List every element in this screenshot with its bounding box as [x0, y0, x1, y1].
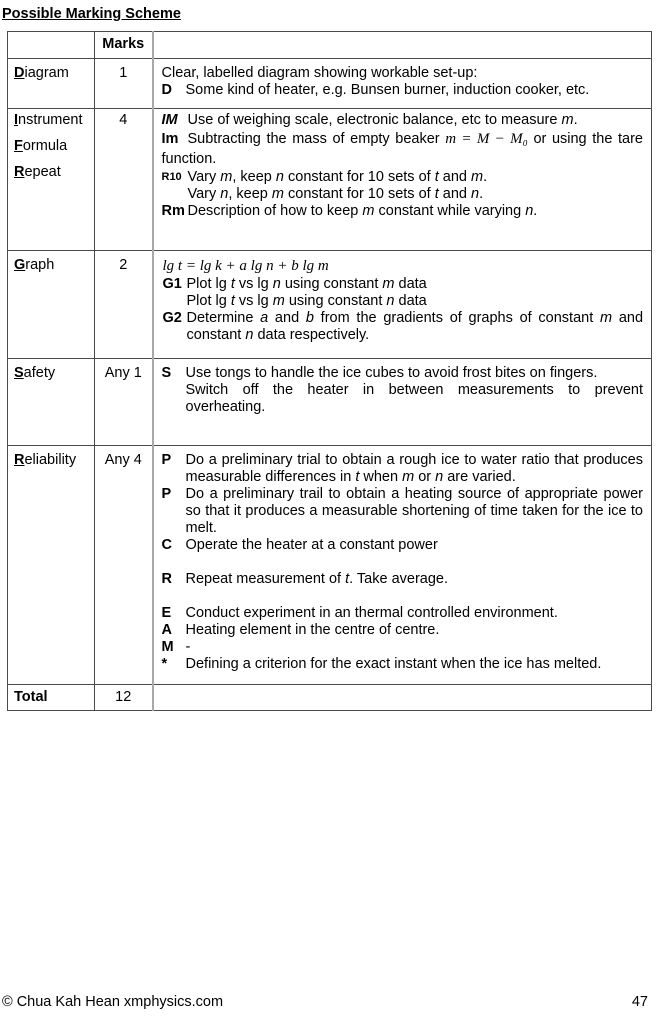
- list-item: R Repeat measurement of t. Take average.: [161, 571, 449, 587]
- list-item: S Use tongs to handle the ice cubes to avoid frost bites on fingers. Switch off the heater in between measurements to prevent overheating.: [161, 365, 643, 415]
- table-row-graph: [8, 251, 652, 359]
- table-header-row: [8, 32, 652, 59]
- marks-total: 12: [95, 685, 153, 711]
- table-row-safety: [8, 359, 652, 446]
- list-item: M -: [161, 639, 191, 655]
- description-diagram: [153, 59, 652, 109]
- description-total: [153, 685, 652, 711]
- list-item: Rm Description of how to keep m constant while varying n.: [161, 203, 538, 219]
- list-item: G1 Plot lg t vs lg n using constant m data Plot lg t vs lg m using constant n data: [162, 276, 427, 309]
- footer-copyright: © Chua Kah Hean xmphysics.com: [2, 994, 224, 1010]
- list-item: IM Use of weighing scale, electronic balance, etc to measure m.: [161, 112, 578, 128]
- list-item: C Operate the heater at a constant power: [161, 537, 438, 553]
- table-row-total: [8, 685, 652, 711]
- list-item: D Some kind of heater, e.g. Bunsen burner, induction cooker, etc.: [161, 82, 590, 98]
- criterion-total: Total: [8, 685, 95, 711]
- description-instrument: [153, 109, 652, 251]
- table-row-instrument: [8, 109, 652, 251]
- marks-diagram: 1: [95, 59, 153, 109]
- criterion-graph: Graph: [8, 251, 95, 359]
- criterion-safety: Safety: [8, 359, 95, 446]
- list-item: A Heating element in the centre of centre.: [161, 622, 440, 638]
- header-criteria: [8, 32, 95, 59]
- mass-formula: m = M − M₀: [445, 131, 528, 147]
- criterion-reliability: Reliability: [8, 446, 95, 685]
- page-title: Possible Marking Scheme: [2, 6, 181, 22]
- list-item: E Conduct experiment in an thermal controlled environment.: [161, 605, 558, 621]
- description-reliability: [153, 446, 652, 685]
- description-safety: [153, 359, 652, 446]
- marks-instrument: 4: [95, 109, 153, 251]
- marks-reliability: Any 4: [95, 446, 153, 685]
- description-graph: [153, 251, 652, 359]
- list-item: P Do a preliminary trial to obtain a rough ice to water ratio that produces measurable differences in t when m or n are varied.: [161, 452, 643, 485]
- criterion-instrument: Instrument Formula Repeat: [8, 109, 95, 251]
- graph-equation: lg t = lg k + a lg n + b lg m: [162, 258, 329, 274]
- marks-graph: 2: [95, 251, 153, 359]
- table-row-reliability: [8, 446, 652, 685]
- page-number: 47: [631, 994, 648, 1010]
- list-item: G2 Determine a and b from the gradients of graphs of constant m and constant n data respectively.: [162, 310, 644, 343]
- marking-scheme-table: [7, 31, 652, 711]
- list-item: Im Subtracting the mass of empty beaker m = M − M₀ or using the tare function.: [161, 131, 643, 167]
- table-row-diagram: [8, 59, 652, 109]
- list-item: P Do a preliminary trail to obtain a heating source of appropriate power so that it produces a measurable shortening of time taken for the ice to melt.: [161, 486, 643, 536]
- criterion-diagram: Diagram: [8, 59, 95, 109]
- list-item: R10 Vary m, keep n constant for 10 sets of t and m. Vary n, keep m constant for 10 sets of t and n.: [161, 169, 488, 202]
- marks-safety: Any 1: [95, 359, 153, 446]
- header-description: [153, 32, 652, 59]
- diagram-intro: Clear, labelled diagram showing workable set-up:: [161, 65, 478, 81]
- header-marks: Marks: [95, 32, 153, 59]
- list-item: * Defining a criterion for the exact instant when the ice has melted.: [161, 656, 602, 672]
